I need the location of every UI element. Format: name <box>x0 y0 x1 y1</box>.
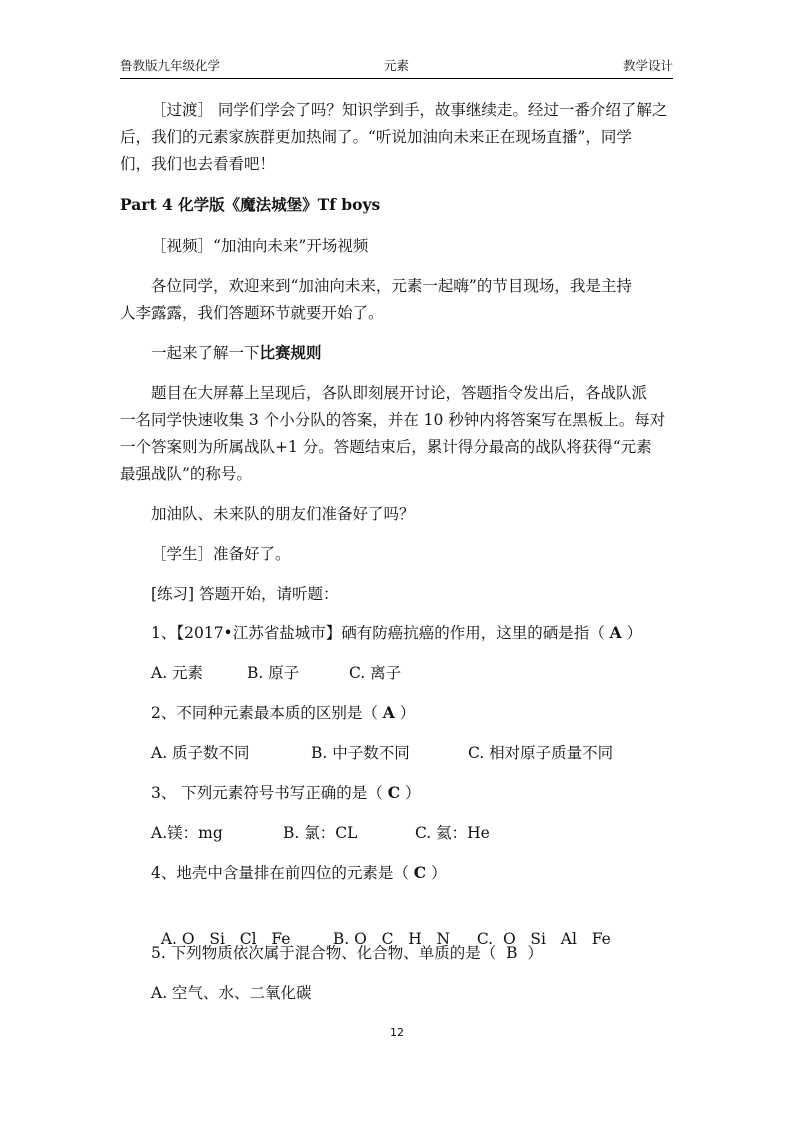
question-5: 5. 下列物质依次属于混合物、化合物、单质的是（ B ） <box>151 944 543 962</box>
option-b: B. 原子 <box>247 664 300 682</box>
option-a: A.镁：mg <box>151 824 223 842</box>
video-note: ［视频］“加油向未来”开场视频 <box>151 237 369 255</box>
question-4-answer: C <box>413 863 427 882</box>
rules-title: 比赛规则 <box>259 343 322 362</box>
student-answer: ［学生］准备好了。 <box>151 545 291 563</box>
ready-question: 加油队、未来队的朋友们准备好了吗？ <box>151 505 415 523</box>
question-3: 3、 下列元素符号书写正确的是（ C ） <box>151 783 421 802</box>
rules-prefix: 一起来了解一下 <box>151 344 260 362</box>
option-a: A. 质子数不同 <box>151 744 250 762</box>
option-a: A. 元素 <box>151 664 204 682</box>
rules-line-2: 一名同学快速收集 3 个小分队的答案，并在 10 秒钟内将答案写在黑板上。每对 <box>120 411 666 429</box>
welcome-line-1: 各位同学，欢迎来到“加油向未来，元素一起嗨”的节目现场，我是主持 <box>151 277 632 295</box>
page-number: 12 <box>390 1026 404 1039</box>
header-course: 鲁教版九年级化学 <box>120 58 221 73</box>
header-divider <box>120 78 673 79</box>
question-1-options <box>151 660 706 686</box>
practice-intro: [练习] 答题开始，请听题： <box>151 585 339 603</box>
rules-line-1: 题目在大屏幕上呈现后，各队即刻展开讨论，答题指令发出后，各战队派 <box>151 384 648 402</box>
question-2: 2、不同种元素最本质的区别是（ A ） <box>151 703 416 722</box>
option-c: C. 氦：He <box>415 824 490 842</box>
option-c: C. 相对原子质量不同 <box>468 744 614 762</box>
option-b: B. 氯：CL <box>283 824 358 842</box>
transition-line-1: ［过渡］ 同学们学会了吗？知识学到手，故事继续走。经过一番介绍了解之 <box>151 101 668 119</box>
option-a: A. O Si Cl Fe <box>160 930 291 948</box>
option-c: C. O Si Al Fe <box>476 930 611 948</box>
page-header <box>120 56 673 76</box>
transition-line-2: 后，我们的元素家族群更加热闹了。“听说加油向未来正在现场直播”，同学 <box>120 128 632 146</box>
header-topic: 元素 <box>383 58 410 73</box>
rules-line-3: 一个答案则为所属战队+1 分。答题结束后，累计得分最高的战队将获得“元素 <box>120 438 652 456</box>
welcome-line-2: 人李露露，我们答题环节就要开始了。 <box>120 304 384 322</box>
question-1-answer: A <box>609 623 622 642</box>
question-3-options <box>151 820 706 846</box>
question-2-options <box>151 740 706 766</box>
transition-line-3: 们，我们也去看看吧！ <box>120 155 276 173</box>
question-3-answer: C <box>387 783 401 802</box>
question-2-answer: A <box>382 703 395 722</box>
question-1: 1、【2017•江苏省盐城市】硒有防癌抗癌的作用，这里的硒是指（ A ） <box>151 623 643 642</box>
rules-intro <box>151 340 706 366</box>
rules-line-4: 最强战队”的称号。 <box>120 465 252 483</box>
option-b: B. 中子数不同 <box>311 744 410 762</box>
header-doc-type: 教学设计 <box>622 58 673 73</box>
question-4: 4、地壳中含量排在前四位的元素是（ C ） <box>151 863 447 882</box>
option-b: B. O C H N <box>332 930 451 948</box>
part-heading: Part 4 化学版《魔法城堡》Tf boys <box>120 195 381 214</box>
option-c: C. 离子 <box>349 664 402 682</box>
question-5-option-a: A. 空气、水、二氧化碳 <box>151 984 312 1002</box>
